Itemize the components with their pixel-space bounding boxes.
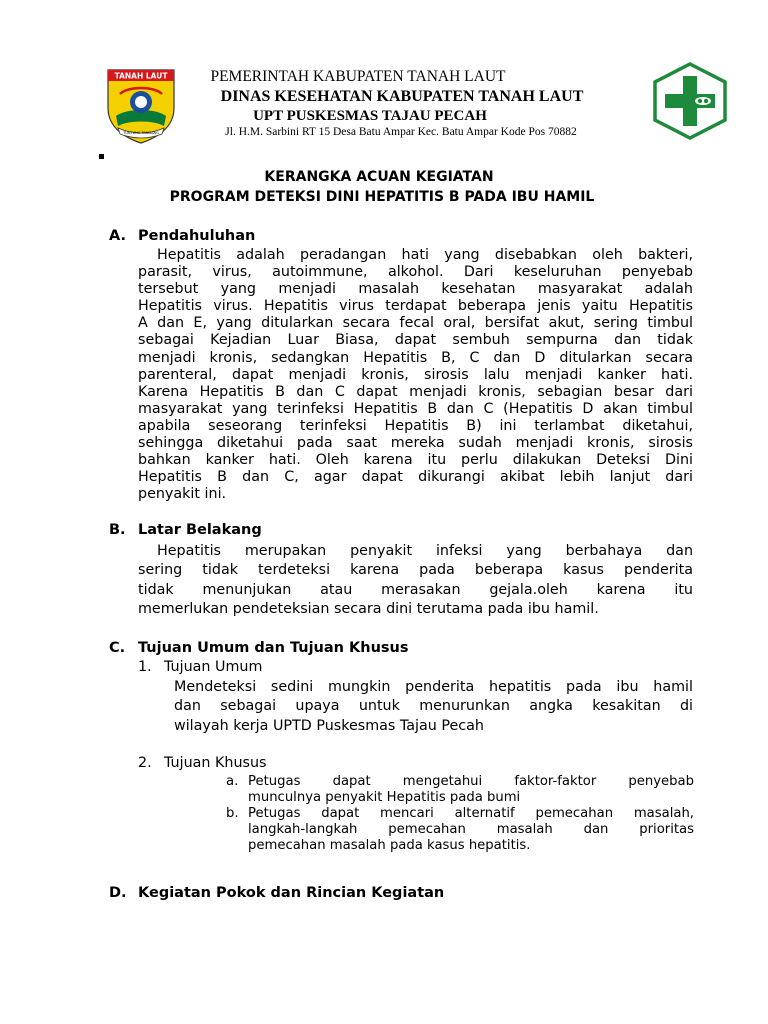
sub-item-a-text: Petugas dapat mengetahui faktor-faktor penyebab munculnya penyakit Hepatitis pada bumi bbox=[248, 774, 694, 805]
section-b-heading: Latar Belakang bbox=[138, 522, 262, 538]
section-c-heading: Tujuan Umum dan Tujuan Khusus bbox=[138, 640, 409, 656]
sub-item-b-text: Petugas dapat mencari alternatif pemecahan masalah, langkah-langkah pemecahan masalah dan prioritas pemecahan masalah pada kasus hepatitis. bbox=[248, 806, 694, 853]
section-c-letter: C. bbox=[109, 640, 126, 656]
sub-item-a-letter: a. bbox=[226, 774, 239, 789]
section-d-heading: Kegiatan Pokok dan Rincian Kegiatan bbox=[138, 885, 445, 901]
bullet-mark bbox=[99, 154, 104, 159]
tujuan-umum-text: Mendeteksi sedini mungkin penderita hepatitis pada ibu hamil dan sebagai upaya untuk menurunkan angka kesakitan di wilayah kerja UPTD Puskesmas Tajau Pecah bbox=[174, 679, 693, 734]
tujuan-umum-label: Tujuan Umum bbox=[164, 659, 263, 675]
tujuan-khusus-number: 2. bbox=[138, 755, 152, 771]
letterhead-department: DINAS KESEHATAN KABUPATEN TANAH LAUT bbox=[220, 88, 584, 105]
section-b-letter: B. bbox=[109, 522, 126, 538]
section-a-heading: Pendahuluhan bbox=[138, 228, 256, 244]
section-b-paragraph: Hepatitis merupakan penyakit infeksi yang berbahaya dan sering tidak terdeteksi karena pada beberapa kasus penderita tidak menunjukan atau merasakan gejala.oleh karena itu memerlukan pendeteksian secara dini terutama pada ibu hamil. bbox=[138, 543, 693, 618]
letterhead-address: Jl. H.M. Sarbini RT 15 Desa Batu Ampar Kec. Batu Ampar Kode Pos 70882 bbox=[225, 126, 577, 138]
sub-item-b-letter: b. bbox=[226, 806, 239, 821]
section-a-paragraph: Hepatitis adalah peradangan hati yang disebabkan oleh bakteri, parasit, virus, autoimmune, alkohol. Dari keseluruhan penyebab tersebut yang menjadi masalah kesehatan masyarakat adalah Hepatitis virus. Hepatitis virus terdapat beberapa jenis yaitu Hepatitis A dan E, yang ditularkan secara fecal oral, bersifat akut, sering timbul sebagai Kejadian Luar Biasa, dapat sembuh sempurna dan tidak menjadi kronis, sedangkan Hepatitis B, C dan D ditularkan secara parenteral, dapat menjadi kronis, sirosis lalu menjadi kanker hati. Karena Hepatitis B dan C dapat menjadi kronis, sebagian besar dari masyarakat yang terinfeksi Hepatitis B dan C (Hepatitis D akan timbul apabila seseorang terinfeksi Hepatitis B) ini terlambat diketahui, sehingga diketahui pada saat mereka sudah menjadi kronis, sirosis bahkan kanker hati. Oleh karena itu perlu dilakukan Deteksi Dini Hepatitis B dan C, agar dapat dikurangi akibat lebih lanjut dari penyakit ini. bbox=[138, 247, 693, 503]
section-d-letter: D. bbox=[109, 885, 127, 901]
section-a-letter: A. bbox=[109, 228, 126, 244]
svg-text:TUNTUNG PANDANG: TUNTUNG PANDANG bbox=[123, 131, 159, 135]
tujuan-khusus-label: Tujuan Khusus bbox=[164, 755, 267, 771]
svg-text:TANAH LAUT: TANAH LAUT bbox=[114, 71, 168, 81]
tujuan-umum-number: 1. bbox=[138, 659, 152, 675]
document-title: KERANGKA ACUAN KEGIATAN bbox=[264, 169, 494, 185]
document-subtitle: PROGRAM DETEKSI DINI HEPATITIS B PADA IBU HAMIL bbox=[169, 189, 595, 205]
letterhead-government: PEMERINTAH KABUPATEN TANAH LAUT bbox=[210, 68, 506, 85]
letterhead-puskesmas: UPT PUSKESMAS TAJAU PECAH bbox=[253, 108, 487, 124]
